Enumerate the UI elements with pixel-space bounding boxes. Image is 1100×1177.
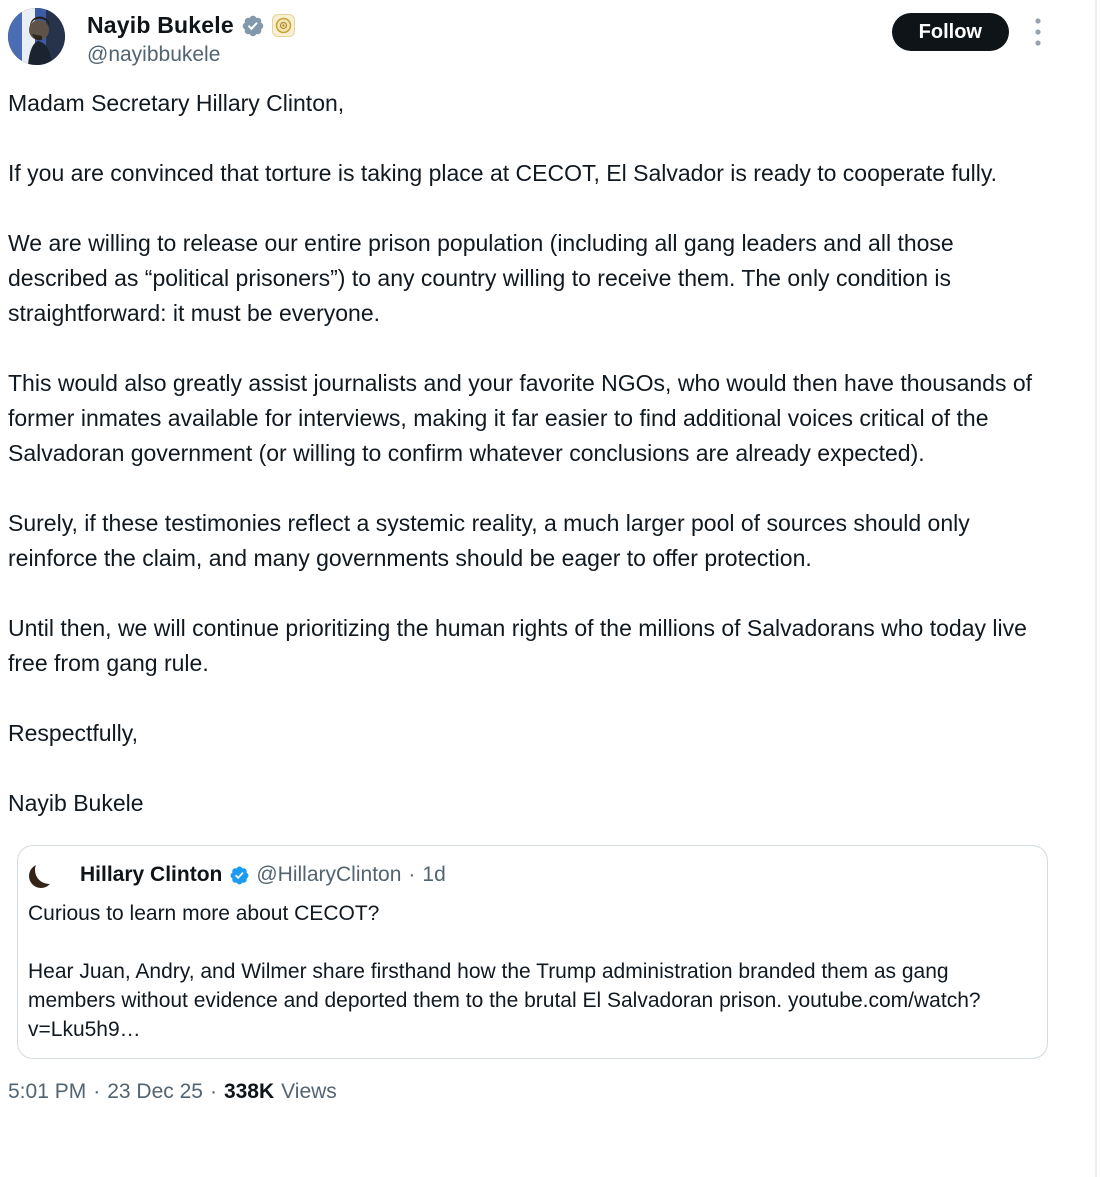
follow-button[interactable]: Follow: [892, 13, 1009, 51]
tweet-text-paragraph: Respectfully,: [8, 720, 138, 746]
author-handle[interactable]: @nayibbukele: [87, 43, 221, 66]
post-date: 23 Dec 25: [107, 1080, 203, 1103]
quoted-tweet-header: [28, 859, 1033, 891]
quoted-timestamp: 1d: [422, 863, 446, 886]
views-label: Views: [281, 1080, 337, 1103]
verified-badge-icon: [241, 14, 265, 38]
quoted-tweet-card[interactable]: [17, 845, 1048, 1059]
footer-separator: ·: [209, 1080, 217, 1103]
gold-affiliate-badge-icon: [272, 14, 295, 37]
quoted-text-paragraph: Hear Juan, Andry, and Wilmer share firsthand how the Trump administration branded them as gang members without evidence and deported them to the brutal El Salvadoran prison. youtube.com/watch?v=Lku5h9…: [28, 960, 981, 1041]
tweet-text-paragraph: This would also greatly assist journalists and your favorite NGOs, who would then have thousands of former inmates available for interviews, making it far easier to find additional voices critical of the Salvadoran government (or willing to confirm whatever conclusions are already expected).: [8, 370, 1033, 466]
tweet-text-paragraph: Until then, we will continue prioritizing the human rights of the millions of Salvadorans who today live free from gang rule.: [8, 615, 1027, 676]
post-time: 5:01 PM: [8, 1080, 87, 1103]
quoted-author-handle[interactable]: @HillaryClinton: [256, 863, 402, 886]
quoted-verified-badge-icon: [229, 865, 250, 886]
quoted-author-avatar-image: [28, 859, 60, 891]
quoted-author-name[interactable]: Hillary Clinton: [80, 863, 223, 886]
author-name-row: [87, 12, 295, 39]
tweet-text-paragraph: Nayib Bukele: [8, 790, 144, 816]
tweet-footer: [8, 1080, 1095, 1104]
more-options-icon[interactable]: [1031, 13, 1045, 51]
footer-separator: ·: [93, 1080, 101, 1103]
quoted-text-paragraph: Curious to learn more about CECOT?: [28, 902, 380, 925]
author-name[interactable]: Nayib Bukele: [87, 12, 234, 38]
quoted-separator: ·: [408, 863, 416, 886]
tweet-text-paragraph: Madam Secretary Hillary Clinton,: [8, 90, 345, 116]
author-block: [87, 8, 295, 67]
author-avatar[interactable]: [8, 8, 65, 65]
tweet-text: [8, 86, 1038, 821]
tweet-header: [8, 8, 1095, 67]
tweet-text-paragraph: If you are convinced that torture is taking place at CECOT, El Salvador is ready to cooperate fully.: [8, 160, 998, 186]
views-count: 338K: [223, 1080, 275, 1103]
quoted-author-avatar[interactable]: [28, 859, 60, 891]
author-avatar-image: [8, 8, 65, 65]
tweet-text-paragraph: Surely, if these testimonies reflect a systemic reality, a much larger pool of sources should only reinforce the claim, and many governments should be eager to offer protection.: [8, 510, 970, 571]
header-actions: [892, 13, 1045, 51]
quoted-tweet-text: [28, 899, 1033, 1044]
tweet-text-paragraph: We are willing to release our entire prison population (including all gang leaders and all those described as “political prisoners”) to any country willing to receive them. The only condition is straightforward: it must be everyone.: [8, 230, 954, 326]
